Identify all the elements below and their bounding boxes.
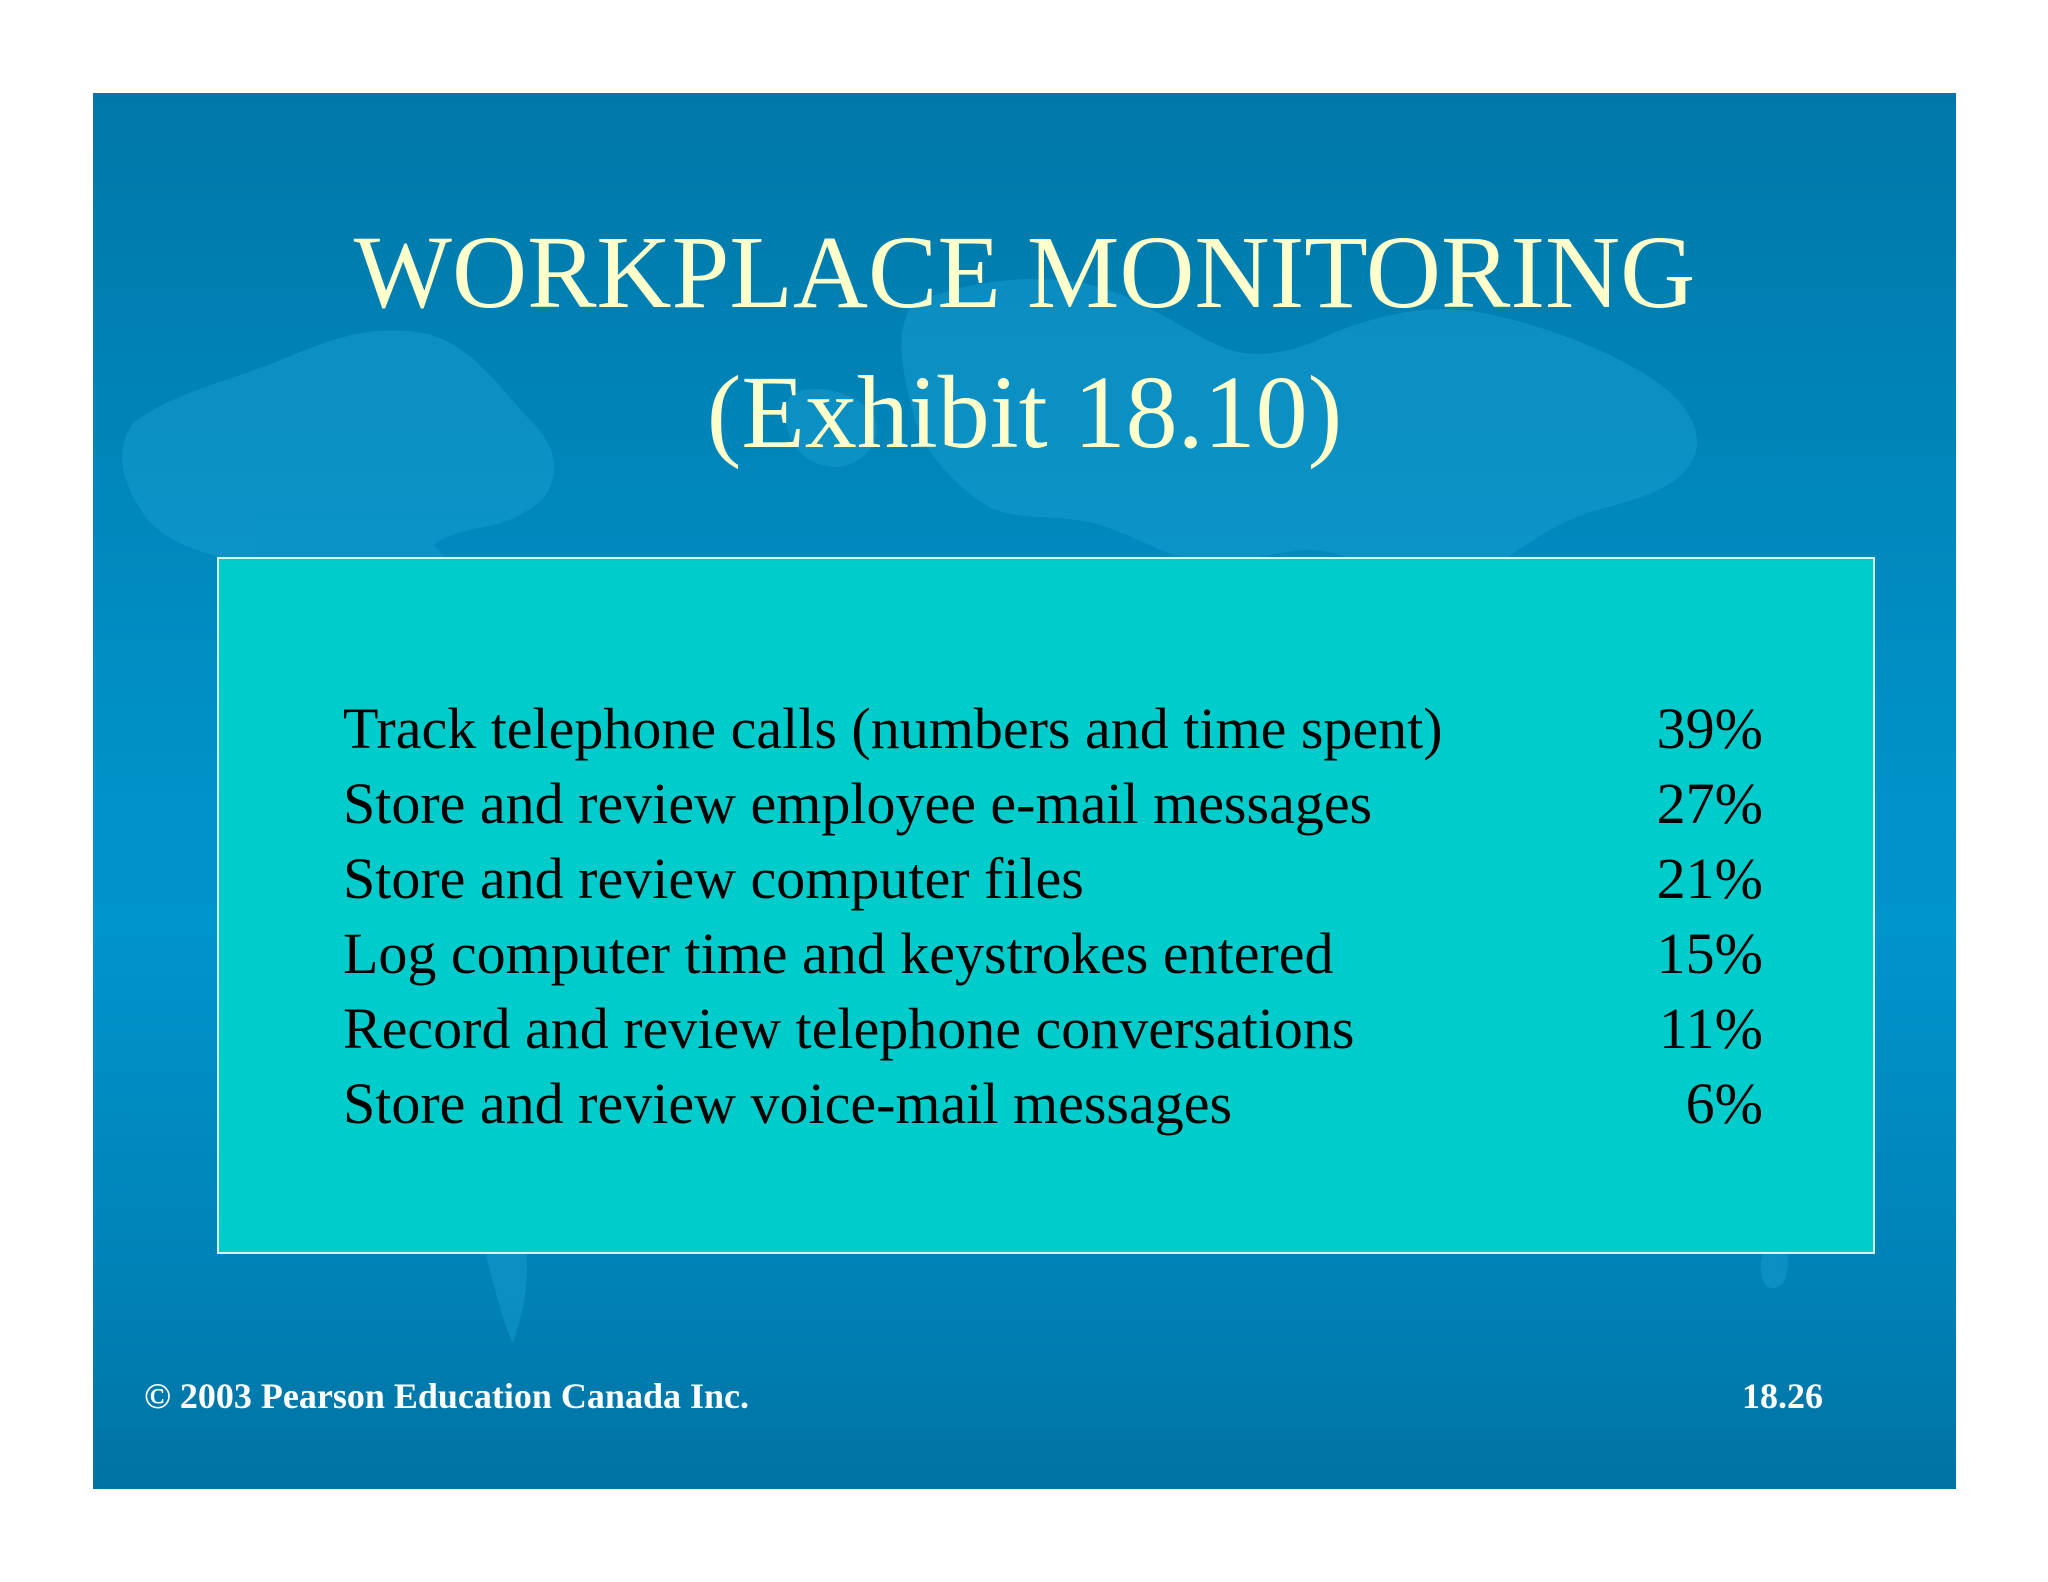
item-label: Store and review employee e-mail messages	[343, 771, 1373, 836]
title-line-1: WORKPLACE MONITORING	[353, 215, 1696, 330]
item-value: 27%	[1656, 771, 1763, 836]
list-item	[343, 991, 1763, 1066]
item-label: Store and review computer files	[343, 846, 1084, 911]
item-label: Store and review voice-mail messages	[343, 1071, 1233, 1136]
item-label: Record and review telephone conversations	[343, 996, 1355, 1061]
copyright-notice: © 2003 Pearson Education Canada Inc.	[144, 1376, 749, 1416]
list-item	[343, 841, 1763, 916]
item-value: 15%	[1656, 921, 1763, 986]
item-value: 6%	[1685, 1071, 1763, 1136]
title-line-2: (Exhibit 18.10)	[706, 355, 1343, 470]
item-label: Track telephone calls (numbers and time spent)	[343, 696, 1443, 761]
item-label: Log computer time and keystrokes entered	[343, 921, 1334, 986]
item-value: 39%	[1656, 696, 1763, 761]
statistics-panel	[217, 557, 1875, 1254]
slide	[93, 93, 1956, 1489]
statistics-list	[343, 691, 1763, 1141]
slide-title	[93, 203, 1956, 483]
list-item	[343, 916, 1763, 991]
slide-number: 18.26	[1742, 1376, 1823, 1416]
list-item	[343, 1066, 1763, 1141]
item-value: 21%	[1656, 846, 1763, 911]
list-item	[343, 691, 1763, 766]
list-item	[343, 766, 1763, 841]
item-value: 11%	[1658, 996, 1763, 1061]
